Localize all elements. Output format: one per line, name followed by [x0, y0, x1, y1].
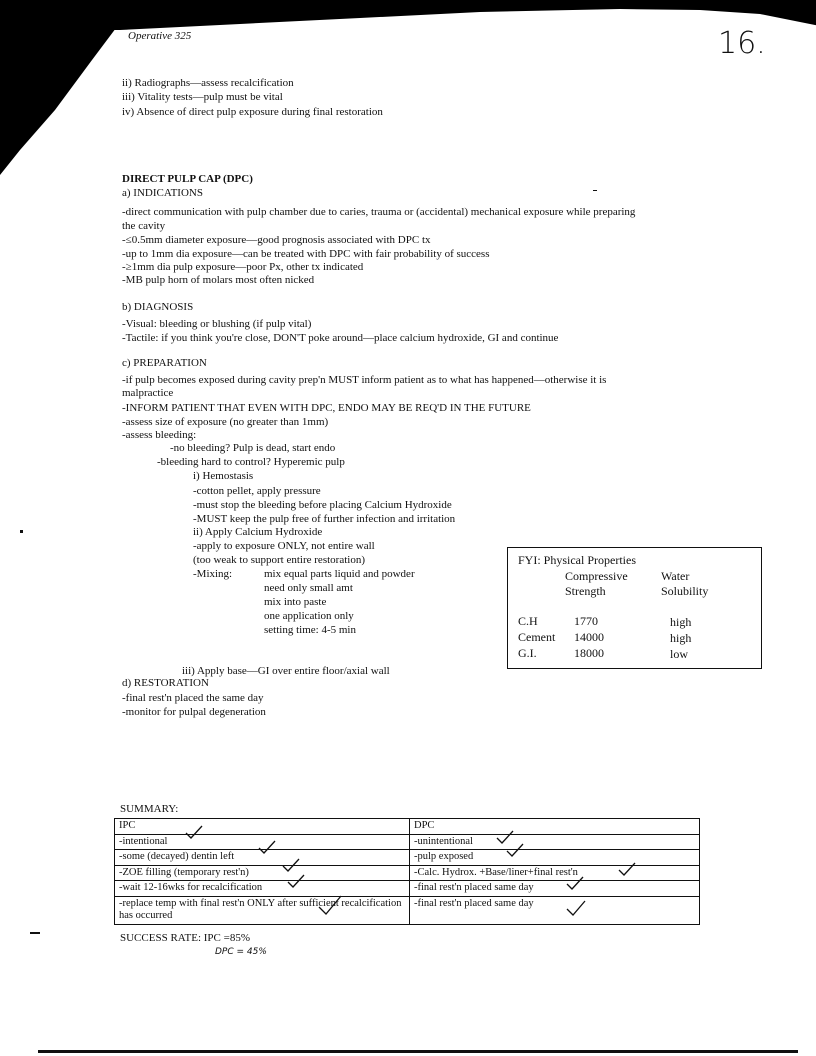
fyi-row-name: Cement: [518, 630, 556, 644]
table-cell: -Calc. Hydrox. +Base/liner+final rest'n: [410, 865, 700, 881]
fyi-row-strength: 1770: [574, 614, 598, 628]
fyi-col-header: Water: [661, 569, 690, 583]
mixing-line: one application only: [264, 610, 354, 622]
intro-line: ii) Radiographs—assess recalcification: [122, 77, 294, 89]
body-line: -MB pulp horn of molars most often nicked: [122, 274, 315, 286]
fyi-row-strength: 14000: [574, 630, 604, 644]
check-mark-icon: [318, 895, 342, 915]
body-line: -INFORM PATIENT THAT EVEN WITH DPC, ENDO MAY BE REQ'D IN THE FUTURE: [122, 402, 531, 414]
body-line: -assess size of exposure (no greater than 1mm): [122, 416, 329, 428]
step-line: -MUST keep the pulp free of further infection and irritation: [193, 513, 456, 525]
table-row: [115, 881, 700, 897]
table-cell: -final rest'n placed same day: [410, 881, 700, 897]
table-cell: -final rest'n placed same day: [410, 896, 700, 924]
fyi-row-name: G.I.: [518, 646, 537, 660]
check-mark-icon: [566, 900, 586, 916]
table-row: [115, 896, 700, 924]
mixing-label: -Mixing:: [193, 568, 233, 580]
scan-speck: [30, 932, 40, 934]
body-line: -≥1mm dia pulp exposure—poor Px, other tx indicated: [122, 261, 364, 273]
step-line: iii) Apply base—GI over entire floor/axial wall: [182, 665, 390, 677]
mixing-line: need only small amt: [264, 582, 353, 594]
mixing-line: mix equal parts liquid and powder: [264, 568, 415, 580]
page-number: 16.: [718, 26, 766, 61]
step-line: ii) Apply Calcium Hydroxide: [193, 526, 323, 538]
check-mark-icon: [506, 843, 524, 857]
body-line: -direct communication with pulp chamber due to caries, trauma or (accidental) mechanical exposure while preparing: [122, 206, 636, 218]
bleeding-line: -bleeding hard to control? Hyperemic pulp: [157, 456, 345, 468]
fyi-row-strength: 18000: [574, 646, 604, 660]
scan-shadow-top: [60, 0, 816, 30]
table-header-cell: DPC: [410, 819, 700, 835]
step-line: -apply to exposure ONLY, not entire wall: [193, 540, 375, 552]
fyi-row-solubility: high: [670, 631, 692, 645]
table-row: [115, 850, 700, 866]
table-row: [115, 865, 700, 881]
scan-speck: [593, 190, 597, 191]
body-line: -up to 1mm dia exposure—can be treated with DPC with fair probability of success: [122, 248, 490, 260]
table-cell: -ZOE filling (temporary rest'n): [115, 865, 410, 881]
body-line: -assess bleeding:: [122, 429, 197, 441]
bleeding-line: -no bleeding? Pulp is dead, start endo: [170, 442, 336, 454]
success-rate-handwritten: DPC = 45%: [215, 947, 267, 957]
step-line: -cotton pellet, apply pressure: [193, 485, 321, 497]
section-heading: DIRECT PULP CAP (DPC): [122, 173, 253, 185]
body-line: the cavity: [122, 220, 166, 232]
mixing-line: mix into paste: [264, 596, 327, 608]
step-line: i) Hemostasis: [193, 470, 254, 482]
summary-label: SUMMARY:: [120, 803, 179, 815]
table-cell: -some (decayed) dentin left: [115, 850, 410, 866]
table-cell: -wait 12-16wks for recalcification: [115, 881, 410, 897]
intro-line: iv) Absence of direct pulp exposure during final restoration: [122, 106, 383, 118]
success-rate-line: SUCCESS RATE: IPC =85%: [120, 932, 250, 944]
subsection-heading: a) INDICATIONS: [122, 187, 203, 199]
subsection-heading: c) PREPARATION: [122, 357, 207, 369]
scan-speck: [20, 530, 23, 533]
mixing-line: setting time: 4-5 min: [264, 624, 356, 636]
fyi-col-header: Solubility: [661, 584, 709, 598]
step-line: (too weak to support entire restoration): [193, 554, 365, 566]
fyi-row-solubility: high: [670, 615, 692, 629]
table-cell: -pulp exposed: [410, 850, 700, 866]
table-cell: -intentional: [115, 834, 410, 850]
fyi-col-header: Compressive: [565, 569, 628, 583]
body-line: -≤0.5mm diameter exposure—good prognosis associated with DPC tx: [122, 234, 431, 246]
body-line: -Visual: bleeding or blushing (if pulp vital): [122, 318, 312, 330]
fyi-col-header: Strength: [565, 584, 606, 598]
subsection-heading: b) DIAGNOSIS: [122, 301, 194, 313]
table-cell: -replace temp with final rest'n ONLY after sufficient recalcification has occurred: [115, 896, 410, 924]
check-mark-icon: [258, 840, 276, 854]
body-line: -final rest'n placed the same day: [122, 692, 264, 704]
check-mark-icon: [618, 862, 636, 876]
body-line: -if pulp becomes exposed during cavity prep'n MUST inform patient as to what has happened—otherwise it is: [122, 374, 607, 386]
body-line: malpractice: [122, 387, 174, 399]
intro-line: iii) Vitality tests—pulp must be vital: [122, 91, 283, 103]
scan-shadow-bottom: [38, 1050, 798, 1053]
check-mark-icon: [287, 874, 305, 888]
step-line: -must stop the bleeding before placing Calcium Hydroxide: [193, 499, 452, 511]
subsection-heading: d) RESTORATION: [122, 677, 209, 689]
check-mark-icon: [282, 858, 300, 872]
body-line: -Tactile: if you think you're close, DON'T poke around—place calcium hydroxide, GI and continue: [122, 332, 559, 344]
table-cell: -unintentional: [410, 834, 700, 850]
fyi-row-solubility: low: [670, 647, 688, 661]
check-mark-icon: [185, 825, 203, 839]
fyi-row-name: C.H: [518, 614, 538, 628]
page-header: Operative 325: [128, 30, 192, 42]
fyi-box: [507, 547, 762, 669]
fyi-title: FYI: Physical Properties: [518, 553, 636, 567]
check-mark-icon: [566, 876, 584, 890]
body-line: -monitor for pulpal degeneration: [122, 706, 266, 718]
table-header-cell: IPC: [115, 819, 410, 835]
check-mark-icon: [496, 830, 514, 844]
